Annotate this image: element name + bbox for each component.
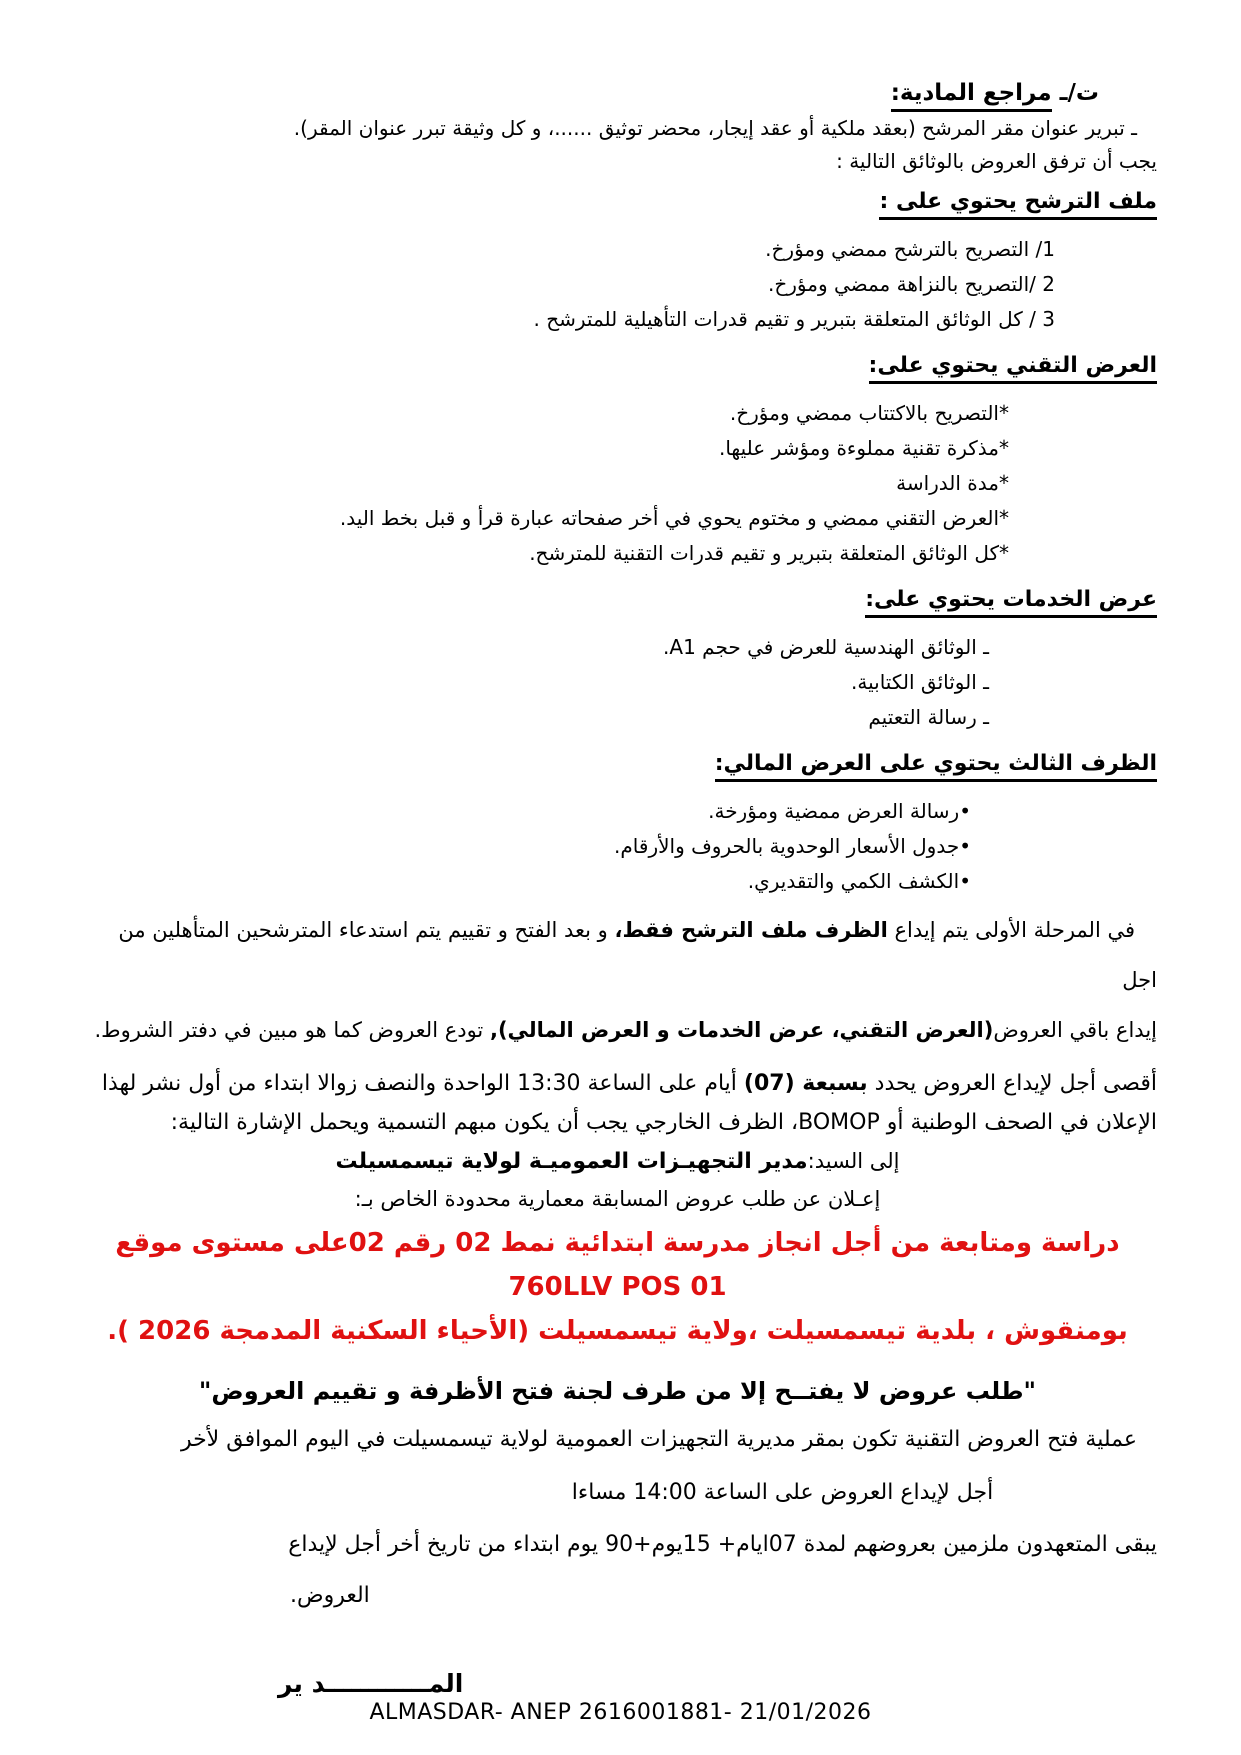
candidacy-item: 2 /التصريح بالنزاهة ممضي ومؤرخ. [767,272,1055,296]
phase-line-2: إيداع باقي العروض(العرض التقني، عرض الخدمات و العرض المالي), تودع العروض كما هو مبين في دفتر الشروط. [94,1018,1157,1042]
footer-note: ALMASDAR- ANEP 2616001881- 21/01/2026 [369,1700,872,1725]
addressee-prefix: إلى السيد: [807,1149,900,1173]
services-item: ـ رسالة التعتيم [868,705,989,729]
services-item: ـ الوثائق الهندسية للعرض في حجم A1. [663,635,989,659]
signature-director: المــــــــــــد ير [278,1669,464,1698]
project-title-line-2: بومنقوش ، بلدية تيسمسيلت ،ولاية تيسمسيلت (الأحياء السكنية المدمجة 2026 ). [107,1316,1128,1346]
phase-bold-2: (العرض التقني، عرض الخدمات و العرض المالي), [489,1018,994,1042]
candidacy-item: 1/ التصريح بالترشح ممضي ومؤرخ. [765,237,1055,261]
project-title [78,1221,1157,1353]
financial-list [78,794,971,899]
intro-line-2: يجب أن ترفق العروض بالوثائق التالية : [836,149,1157,173]
technical-item: *مدة الدراسة [896,471,1009,495]
financial-item: •الكشف الكمي والتقديري. [747,869,971,893]
services-item: ـ الوثائق الكتابية. [851,670,989,694]
technical-item: *العرض التقني ممضي و مختوم يحوي في أخر صفحاته عبارة قرأ و قبل بخط اليد. [339,506,1009,530]
validity-line-1: يبقى المتعهدون ملزمين بعروضهم لمدة 07ايام+ 15يوم+90 يوم ابتداء من تاريخ أخر أجل لإيداع [288,1532,1157,1557]
addressee-name: مدير التجهيـزات العموميـة لولاية تيسمسيلت [335,1149,808,1174]
technical-list [78,396,1009,571]
project-title-line-1: دراسة ومتابعة من أجل انجاز مدرسة ابتدائية نمط 02 رقم 02على مستوى موقع 760LLV POS 01 [115,1228,1120,1302]
candidacy-list [78,232,1055,337]
ref-heading [78,80,1099,106]
opening-line-2: أجل لإيداع العروض على الساعة 14:00 مساءا [571,1480,994,1505]
section-heading-technical: العرض التقني يحتوي على: [78,353,1157,378]
opening-paragraph [78,1413,1157,1519]
warning-line: "طلب عروض لا يفتــح إلا من طرف لجنة فتح الأظرفة و تقييم العروض" [198,1377,1037,1405]
ref-heading-prefix: ت/ـ [1051,80,1099,106]
services-list [78,630,989,735]
technical-item: *مذكرة تقنية مملوءة ومؤشر عليها. [718,436,1009,460]
deadline-line-1: أقصى أجل لإيداع العروض يحدد بسبعة (07) أيام على الساعة 13:30 الواحدة والنصف زوالا ابتداء من أول نشر لهذا [101,1071,1157,1096]
addressee-line [78,1142,1157,1181]
financial-item: •جدول الأسعار الوحدوية بالحروف والأرقام. [614,834,971,858]
technical-item: *التصريح بالاكتتاب ممضي ومؤرخ. [729,401,1009,425]
deadline-bold: بسبعة (07) [743,1071,868,1096]
validity-paragraph [78,1519,1157,1621]
section-heading-services: عرض الخدمات يحتوي على: [78,587,1157,612]
technical-item: *كل الوثائق المتعلقة بتبرير و تقيم قدرات التقنية للمترشح. [529,541,1009,565]
opening-line-1: عملية فتح العروض التقنية تكون بمقر مديرية التجهيزات العمومية لولاية تيسمسيلت في اليوم الموافق لأخر [180,1427,1137,1452]
deadline-line-2: الإعلان في الصحف الوطنية أو BOMOP، الظرف الخارجي يجب أن يكون مبهم التسمية ويحمل الإشارة التالية: [170,1110,1157,1135]
validity-line-2: العروض. [290,1583,370,1608]
phase-paragraph [78,905,1157,1055]
section-heading-candidacy: ملف الترشح يحتوي على : [78,189,1157,214]
announce-line: إعـلان عن طلب عروض المسابقة معمارية محدودة الخاص بـ: [354,1187,881,1211]
candidacy-item: 3 / كل الوثائق المتعلقة بتبرير و تقيم قدرات التأهيلية للمترشح . [533,307,1055,331]
phase-bold-1: الظرف ملف الترشح فقط، [614,918,888,942]
ref-heading-title: مراجع المادية: [891,80,1052,112]
financial-item: •رسالة العرض ممضية ومؤرخة. [708,799,971,823]
phase-line-1: في المرحلة الأولى يتم إيداع الظرف ملف الترشح فقط، و بعد الفتح و تقييم يتم استدعاء المترشحين المتأهلين من اجل [118,918,1157,992]
intro-line-1: ـ تبرير عنوان مقر المرشح (بعقد ملكية أو عقد إيجار، محضر توثيق ......، و كل وثيقة تبرر عنوان المقر). [293,116,1137,140]
section-heading-financial: الظرف الثالث يحتوي على العرض المالي: [78,751,1157,776]
deadline-paragraph [78,1064,1157,1142]
